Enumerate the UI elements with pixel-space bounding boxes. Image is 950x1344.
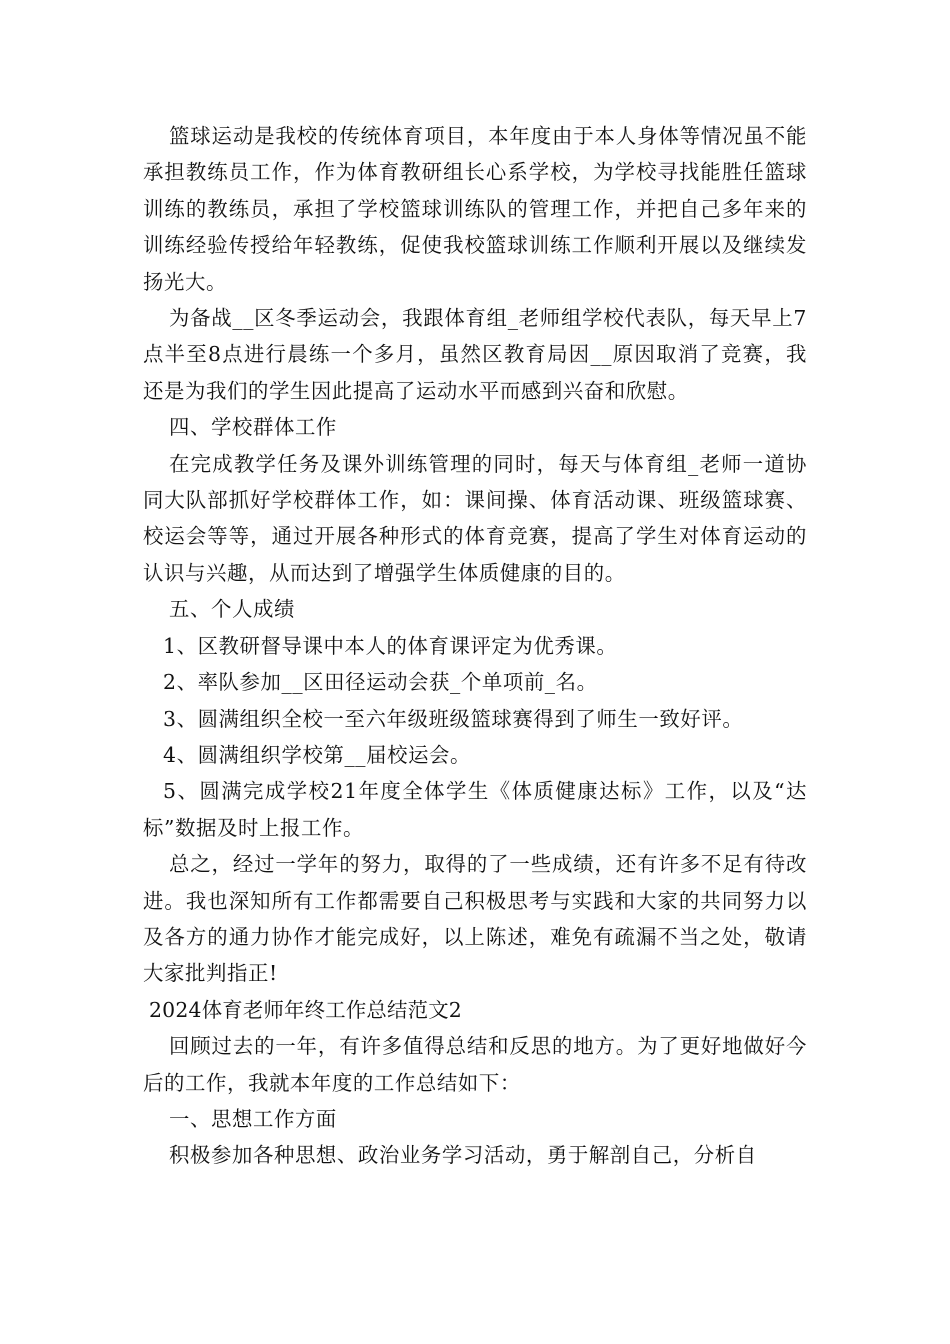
achievement-item-4: 4、圆满组织学校第__届校运会。	[163, 742, 472, 767]
paragraph-conclusion: 总之，经过一学年的努力，取得的了一些成绩，还有许多不足有待改进。我也深知所有工作都需要自己积极思考与实践和大家的共同努力以及各方的通力协作才能完成好，以上陈述，难免有疏漏不当之处，敬请大家批判指正!	[143, 852, 807, 986]
paragraph-basketball-training: 篮球运动是我校的传统体育项目，本年度由于本人身体等情况虽不能承担教练员工作，作为体育教研组长心系学校，为学校寻找能胜任篮球训练的教练员，承担了学校篮球训练队的管理工作，并把自己多年来的训练经验传授给年轻教练，促使我校篮球训练工作顺利开展以及继续发扬光大。	[143, 124, 807, 294]
paragraph-group-work: 在完成教学任务及课外训练管理的同时，每天与体育组_老师一道协同大队部抓好学校群体工作，如：课间操、体育活动课、班级篮球赛、校运会等等，通过开展各种形式的体育竞赛，提高了学生对体育运动的认识与兴趣，从而达到了增强学生体质健康的目的。	[143, 451, 807, 585]
achievement-item-5: 5、圆满完成学校21年度全体学生《体质健康达标》工作，以及“达标”数据及时上报工作。	[143, 779, 807, 840]
paragraph-review-intro: 回顾过去的一年，有许多值得总结和反思的地方。为了更好地做好今后的工作，我就本年度的工作总结如下：	[143, 1034, 807, 1095]
document-body	[143, 118, 807, 1174]
paragraph-ideology: 积极参加各种思想、政治业务学习活动，勇于解剖自己，分析自	[169, 1143, 757, 1168]
section-heading-achievements: 五、个人成绩	[169, 597, 295, 622]
section-heading-group-work: 四、学校群体工作	[169, 415, 337, 440]
achievement-item-3: 3、圆满组织全校一至六年级班级篮球赛得到了师生一致好评。	[163, 706, 744, 731]
achievement-item-1: 1、区教研督导课中本人的体育课评定为优秀课。	[163, 633, 618, 658]
achievement-item-2: 2、率队参加__区田径运动会获_个单项前_名。	[163, 670, 598, 695]
section-heading-ideology: 一、思想工作方面	[169, 1106, 337, 1131]
article-title-2: 2024体育老师年终工作总结范文2	[149, 997, 462, 1022]
paragraph-winter-games: 为备战__区冬季运动会，我跟体育组_老师组学校代表队，每天早上7点半至8点进行晨练一个多月，虽然区教育局因__原因取消了竞赛，我还是为我们的学生因此提高了运动水平而感到兴奋和欣慰。	[143, 306, 807, 403]
